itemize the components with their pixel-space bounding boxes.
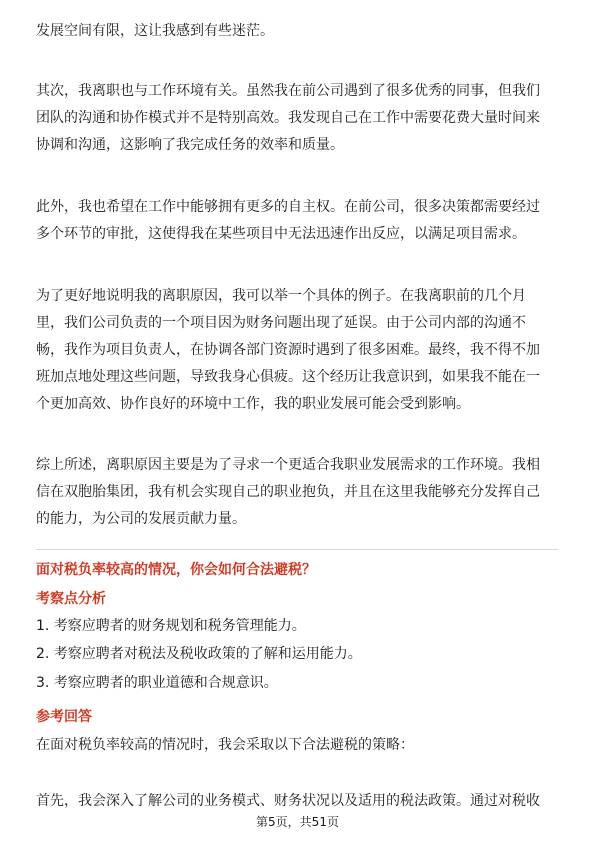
paragraph-work-environment: 其次，我离职也与工作环境有关。虽然我在前公司遇到了很多优秀的同事，但我们 团队的沟通和协作模式并不是特别高效。我发现自己在工作中需要花费大量时间来 协调和沟通，这影响了我完成任务的效率和质量。 xyxy=(36,83,540,153)
analysis-item: 1. 考察应聘者的财务规划和税务管理能力。 xyxy=(36,618,306,634)
section-divider xyxy=(36,549,558,550)
answer-intro: 在面对税负率较高的情况时，我会采取以下合法避税的策略： xyxy=(36,737,414,753)
answer-title: 参考回答 xyxy=(36,709,92,725)
paragraph-continuation: 发展空间有限，这让我感到有些迷茫。 xyxy=(36,23,274,39)
analysis-item: 2. 考察应聘者对税法及税收政策的了解和运用能力。 xyxy=(36,646,362,662)
analysis-title: 考察点分析 xyxy=(36,591,106,607)
paragraph-autonomy: 此外，我也希望在工作中能够拥有更多的自主权。在前公司，很多决策都需要经过 多个环节的审批，这使得我在某些项目中无法迅速作出反应，以满足项目需求。 xyxy=(36,199,540,242)
page-number-footer: 第5页，共51页 xyxy=(256,815,339,829)
paragraph-example: 为了更好地说明我的离职原因，我可以举一个具体的例子。在我离职前的几个月 里，我们公司负责的一个项目因为财务问题出现了延误。由于公司内部的沟通不 畅，我作为项目负责人，在协调各部门资源时遇到了很多困难。最终，我不得不加 班加点地处理这些问题，导致我身心俱疲。这个经历让我意识到，如果我不能在一 个更加高效、协作良好的环境中工作，我的职业发展可能会受到影响。 xyxy=(36,288,540,412)
answer-first-line: 首先，我会深入了解公司的业务模式、财务状况以及适用的税法政策。通过对税收 xyxy=(36,793,540,809)
paragraph-summary: 综上所述，离职原因主要是为了寻求一个更适合我职业发展需求的工作环境。我相 信在双胞胎集团，我有机会实现自己的职业抱负，并且在这里我能够充分发挥自己 的能力，为公司的发展贡献力量。 xyxy=(36,457,540,527)
question-heading: 面对税负率较高的情况，你会如何合法避税？ xyxy=(36,562,316,578)
analysis-item: 3. 考察应聘者的职业道德和合规意识。 xyxy=(36,675,278,691)
